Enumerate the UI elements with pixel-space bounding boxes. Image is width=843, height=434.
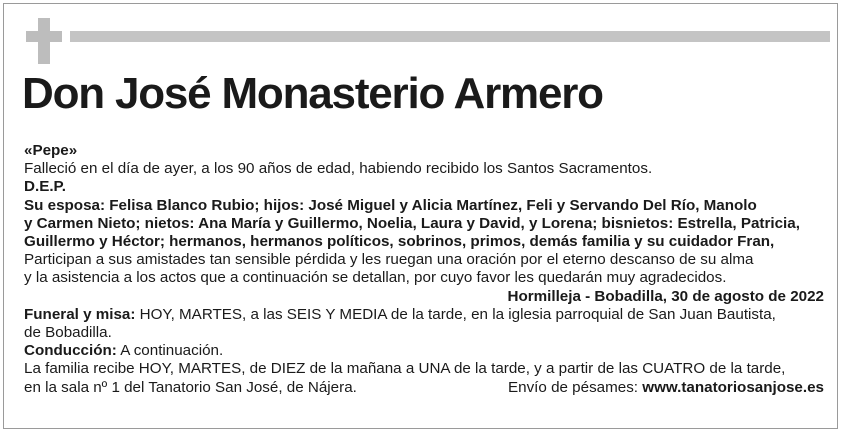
obituary-body	[24, 142, 824, 397]
conduccion-label: Conducción:	[24, 342, 117, 360]
deceased-name: Don José Monasterio Armero	[22, 69, 603, 118]
visitation-line-2: en la sala nº 1 del Tanatorio San José, de Nájera.	[24, 378, 357, 396]
family-line-3: Guillermo y Héctor; hermanos, hermanos políticos, sobrinos, primos, demás familia y su cuidador Fran,	[24, 233, 775, 251]
condolences-label: Envío de pésames:	[508, 378, 643, 396]
conduccion-text: A continuación.	[116, 342, 224, 360]
family-line-2: y Carmen Nieto; nietos: Ana María y Guillermo, Noelia, Laura y David, y Lorena; bisnietos: Estrella, Patricia,	[24, 214, 800, 232]
funeral-line-1	[24, 306, 824, 324]
condolences-url[interactable]: www.tanatoriosanjose.es	[642, 378, 824, 396]
condolences	[508, 379, 824, 397]
place-date: Hormilleja - Bobadilla, 30 de agosto de 2022	[507, 287, 824, 305]
family-line-1: Su esposa: Felisa Blanco Rubio; hijos: José Miguel y Alicia Martínez, Feli y Servando Del Río, Manolo	[24, 196, 757, 214]
funeral-text: HOY, MARTES, a las SEIS Y MEDIA de la tarde, en la iglesia parroquial de San Juan Bautista,	[135, 305, 776, 323]
request-line-2: y la asistencia a los actos que a continuación se detallan, por cuyo favor les quedarán muy agradecidos.	[24, 269, 727, 287]
footer-row	[24, 379, 824, 397]
rip-label: D.E.P.	[24, 178, 66, 196]
request-line-1: Participan a sus amistades tan sensible pérdida y les ruegan una oración por el eterno descanso de su alma	[24, 251, 754, 269]
death-notice: Falleció en el día de ayer, a los 90 años de edad, habiendo recibido los Santos Sacramentos.	[24, 160, 653, 178]
funeral-label: Funeral y misa:	[24, 305, 136, 323]
conduccion-line	[24, 342, 824, 360]
cross-icon	[26, 18, 62, 64]
visitation-line-1: La familia recibe HOY, MARTES, de DIEZ de la mañana a UNA de la tarde, y a partir de las CUATRO de la tarde,	[24, 360, 786, 378]
header-rule	[70, 31, 830, 42]
nickname: «Pepe»	[24, 142, 78, 159]
funeral-line-2: de Bobadilla.	[24, 324, 112, 342]
